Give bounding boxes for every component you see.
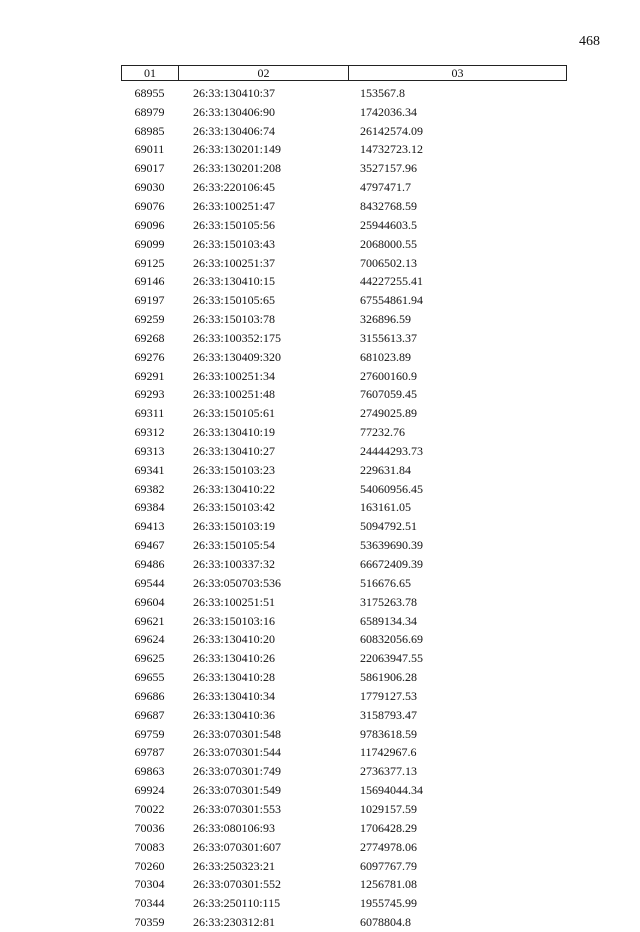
table-cell-3: 77232.76 bbox=[360, 425, 405, 440]
table-cell-1: 70359 bbox=[134, 915, 165, 930]
table-row bbox=[121, 536, 567, 555]
table-cell-1: 69197 bbox=[134, 293, 165, 308]
table-cell-3: 2774978.06 bbox=[360, 839, 417, 854]
table-cell-3: 5094792.51 bbox=[360, 519, 417, 534]
table-cell-2: 26:33:150105:54 bbox=[193, 538, 276, 553]
column-header-02: 02 bbox=[179, 66, 349, 80]
table-cell-2: 26:33:100251:37 bbox=[193, 255, 276, 270]
table-cell-1: 69687 bbox=[134, 707, 165, 722]
table-cell-2: 26:33:130410:26 bbox=[193, 651, 276, 666]
table-row bbox=[121, 235, 567, 254]
table-cell-3: 681023.89 bbox=[360, 349, 411, 364]
table-cell-2: 26:33:070301:548 bbox=[193, 726, 282, 741]
table-cell-2: 26:33:130410:37 bbox=[193, 85, 276, 100]
table-cell-1: 69624 bbox=[134, 632, 165, 647]
table-row bbox=[121, 122, 567, 141]
table-cell-3: 516676.65 bbox=[360, 575, 411, 590]
table-cell-1: 70022 bbox=[134, 801, 165, 816]
table-row bbox=[121, 744, 567, 763]
table-cell-3: 2736377.13 bbox=[360, 764, 417, 779]
table-cell-3: 3175263.78 bbox=[360, 594, 417, 609]
table-row bbox=[121, 254, 567, 273]
table-cell-3: 326896.59 bbox=[360, 312, 411, 327]
table-cell-3: 7006502.13 bbox=[360, 255, 417, 270]
table-cell-1: 69486 bbox=[134, 557, 165, 572]
table-cell-2: 26:33:070301:544 bbox=[193, 745, 282, 760]
table-cell-3: 67554861.94 bbox=[360, 293, 423, 308]
table-cell-2: 26:33:150103:78 bbox=[193, 312, 276, 327]
table-header bbox=[121, 65, 567, 81]
table-row bbox=[121, 84, 567, 103]
table-cell-3: 66672409.39 bbox=[360, 557, 423, 572]
table-cell-1: 69382 bbox=[134, 481, 165, 496]
table-cell-1: 69312 bbox=[134, 425, 165, 440]
table-row bbox=[121, 367, 567, 386]
table-cell-3: 27600160.9 bbox=[360, 368, 417, 383]
table-row bbox=[121, 141, 567, 160]
table-cell-3: 6589134.34 bbox=[360, 613, 417, 628]
table-cell-2: 26:33:250110:115 bbox=[193, 896, 281, 911]
table-cell-2: 26:33:150103:23 bbox=[193, 462, 276, 477]
table-cell-1: 68955 bbox=[134, 85, 165, 100]
table-cell-1: 70344 bbox=[134, 896, 165, 911]
table-cell-3: 9783618.59 bbox=[360, 726, 417, 741]
table-cell-3: 3158793.47 bbox=[360, 707, 417, 722]
table-row bbox=[121, 216, 567, 235]
table-cell-3: 26142574.09 bbox=[360, 123, 423, 138]
table-cell-1: 69863 bbox=[134, 764, 165, 779]
table-cell-3: 25944603.5 bbox=[360, 217, 417, 232]
table-cell-3: 229631.84 bbox=[360, 462, 411, 477]
table-cell-2: 26:33:130406:90 bbox=[193, 104, 276, 119]
table-cell-2: 26:33:100251:34 bbox=[193, 368, 276, 383]
table-cell-2: 26:33:130406:74 bbox=[193, 123, 276, 138]
table-row bbox=[121, 913, 567, 932]
table-row bbox=[121, 178, 567, 197]
table-row bbox=[121, 894, 567, 913]
table-cell-3: 1742036.34 bbox=[360, 104, 417, 119]
table-cell-1: 69011 bbox=[134, 142, 165, 157]
table-cell-3: 1955745.99 bbox=[360, 896, 417, 911]
table-cell-3: 11742967.6 bbox=[360, 745, 417, 760]
page-number: 468 bbox=[579, 34, 600, 49]
table-cell-1: 70083 bbox=[134, 839, 165, 854]
table-cell-2: 26:33:150105:56 bbox=[193, 217, 276, 232]
table-cell-1: 69096 bbox=[134, 217, 165, 232]
table-cell-3: 44227255.41 bbox=[360, 274, 423, 289]
table-row bbox=[121, 555, 567, 574]
table-cell-3: 24444293.73 bbox=[360, 443, 423, 458]
table-cell-2: 26:33:150103:19 bbox=[193, 519, 276, 534]
table-cell-2: 26:33:130201:208 bbox=[193, 161, 282, 176]
table-row bbox=[121, 404, 567, 423]
table-row bbox=[121, 272, 567, 291]
table-cell-3: 15694044.34 bbox=[360, 783, 423, 798]
table-row bbox=[121, 423, 567, 442]
table-cell-1: 69621 bbox=[134, 613, 165, 628]
table-cell-3: 6097767.79 bbox=[360, 858, 417, 873]
table-row bbox=[121, 348, 567, 367]
column-header-01: 01 bbox=[122, 66, 179, 80]
table-cell-2: 26:33:150105:61 bbox=[193, 406, 276, 421]
table-row bbox=[121, 461, 567, 480]
table-cell-2: 26:33:070301:553 bbox=[193, 801, 282, 816]
table-cell-1: 69313 bbox=[134, 443, 165, 458]
table-row bbox=[121, 706, 567, 725]
table-cell-1: 69268 bbox=[134, 330, 165, 345]
table-row bbox=[121, 593, 567, 612]
table-row bbox=[121, 781, 567, 800]
table-cell-3: 4797471.7 bbox=[360, 180, 411, 195]
table-cell-2: 26:33:130410:19 bbox=[193, 425, 276, 440]
table-cell-2: 26:33:050703:536 bbox=[193, 575, 282, 590]
table-row bbox=[121, 197, 567, 216]
table-row bbox=[121, 687, 567, 706]
table-cell-2: 26:33:100352:175 bbox=[193, 330, 282, 345]
table-cell-3: 153567.8 bbox=[360, 85, 405, 100]
table-row bbox=[121, 159, 567, 178]
table-cell-2: 26:33:130410:22 bbox=[193, 481, 276, 496]
table-cell-1: 69125 bbox=[134, 255, 165, 270]
table-body bbox=[121, 84, 567, 932]
table-cell-3: 60832056.69 bbox=[360, 632, 423, 647]
table-row bbox=[121, 442, 567, 461]
table-cell-1: 69293 bbox=[134, 387, 165, 402]
table-cell-1: 69686 bbox=[134, 688, 165, 703]
table-row bbox=[121, 329, 567, 348]
table-cell-3: 1706428.29 bbox=[360, 820, 417, 835]
table-cell-2: 26:33:130201:149 bbox=[193, 142, 282, 157]
table-cell-1: 69924 bbox=[134, 783, 165, 798]
table-cell-3: 6078804.8 bbox=[360, 915, 411, 930]
table-cell-2: 26:33:100251:48 bbox=[193, 387, 276, 402]
table-row bbox=[121, 612, 567, 631]
table-cell-2: 26:33:150103:16 bbox=[193, 613, 276, 628]
table-cell-1: 69341 bbox=[134, 462, 165, 477]
table-cell-3: 1779127.53 bbox=[360, 688, 417, 703]
table-cell-1: 69413 bbox=[134, 519, 165, 534]
table-row bbox=[121, 819, 567, 838]
table-row bbox=[121, 386, 567, 405]
table-row bbox=[121, 310, 567, 329]
table-cell-2: 26:33:070301:552 bbox=[193, 877, 282, 892]
table-cell-1: 68979 bbox=[134, 104, 165, 119]
table-cell-1: 69291 bbox=[134, 368, 165, 383]
table-cell-2: 26:33:130410:27 bbox=[193, 443, 276, 458]
table-row bbox=[121, 480, 567, 499]
table-cell-2: 26:33:230312:81 bbox=[193, 915, 276, 930]
table-row bbox=[121, 574, 567, 593]
table-cell-3: 5861906.28 bbox=[360, 670, 417, 685]
table-cell-1: 69259 bbox=[134, 312, 165, 327]
table-cell-1: 69030 bbox=[134, 180, 165, 195]
table-cell-3: 7607059.45 bbox=[360, 387, 417, 402]
column-header-03: 03 bbox=[451, 66, 464, 80]
table-cell-1: 69017 bbox=[134, 161, 165, 176]
table-cell-2: 26:33:150103:42 bbox=[193, 500, 276, 515]
table-cell-2: 26:33:220106:45 bbox=[193, 180, 276, 195]
table-cell-2: 26:33:130410:36 bbox=[193, 707, 276, 722]
table-cell-2: 26:33:070301:549 bbox=[193, 783, 282, 798]
table-cell-1: 69625 bbox=[134, 651, 165, 666]
table-cell-3: 2749025.89 bbox=[360, 406, 417, 421]
table-cell-2: 26:33:130410:34 bbox=[193, 688, 276, 703]
table-row bbox=[121, 630, 567, 649]
table-cell-2: 26:33:130410:20 bbox=[193, 632, 276, 647]
table-cell-1: 69384 bbox=[134, 500, 165, 515]
table-cell-1: 69076 bbox=[134, 198, 165, 213]
table-cell-2: 26:33:250323:21 bbox=[193, 858, 276, 873]
table-cell-1: 70036 bbox=[134, 820, 165, 835]
table-row bbox=[121, 725, 567, 744]
table-cell-2: 26:33:130410:28 bbox=[193, 670, 276, 685]
table-cell-2: 26:33:150105:65 bbox=[193, 293, 276, 308]
table-cell-3: 1029157.59 bbox=[360, 801, 417, 816]
table-cell-1: 69099 bbox=[134, 236, 165, 251]
table-cell-2: 26:33:100251:47 bbox=[193, 198, 276, 213]
table-cell-2: 26:33:070301:749 bbox=[193, 764, 282, 779]
table-cell-2: 26:33:150103:43 bbox=[193, 236, 276, 251]
table-cell-2: 26:33:070301:607 bbox=[193, 839, 282, 854]
table-cell-1: 69544 bbox=[134, 575, 165, 590]
table-row bbox=[121, 838, 567, 857]
table-cell-1: 68985 bbox=[134, 123, 165, 138]
table-cell-2: 26:33:100251:51 bbox=[193, 594, 276, 609]
table-cell-2: 26:33:130410:15 bbox=[193, 274, 276, 289]
table-row bbox=[121, 291, 567, 310]
table-row bbox=[121, 857, 567, 876]
table-cell-1: 69759 bbox=[134, 726, 165, 741]
table-cell-3: 22063947.55 bbox=[360, 651, 423, 666]
table-row bbox=[121, 517, 567, 536]
table-row bbox=[121, 668, 567, 687]
table-cell-2: 26:33:100337:32 bbox=[193, 557, 276, 572]
table-cell-3: 3527157.96 bbox=[360, 161, 417, 176]
table-cell-1: 69787 bbox=[134, 745, 165, 760]
table-row bbox=[121, 800, 567, 819]
table-cell-3: 54060956.45 bbox=[360, 481, 423, 496]
table-cell-3: 8432768.59 bbox=[360, 198, 417, 213]
table-cell-1: 70260 bbox=[134, 858, 165, 873]
table-cell-3: 3155613.37 bbox=[360, 330, 417, 345]
table-cell-3: 2068000.55 bbox=[360, 236, 417, 251]
table-cell-3: 1256781.08 bbox=[360, 877, 417, 892]
table-cell-1: 69604 bbox=[134, 594, 165, 609]
table-cell-1: 69467 bbox=[134, 538, 165, 553]
table-row bbox=[121, 499, 567, 518]
table-cell-1: 70304 bbox=[134, 877, 165, 892]
table-row bbox=[121, 875, 567, 894]
table-row bbox=[121, 103, 567, 122]
table-cell-1: 69311 bbox=[134, 406, 165, 421]
table-cell-1: 69276 bbox=[134, 349, 165, 364]
table-cell-1: 69655 bbox=[134, 670, 165, 685]
table-cell-3: 53639690.39 bbox=[360, 538, 423, 553]
table-row bbox=[121, 649, 567, 668]
table-cell-1: 69146 bbox=[134, 274, 165, 289]
table-cell-3: 14732723.12 bbox=[360, 142, 423, 157]
table-cell-2: 26:33:130409:320 bbox=[193, 349, 282, 364]
table-cell-2: 26:33:080106:93 bbox=[193, 820, 276, 835]
table-row bbox=[121, 762, 567, 781]
table-cell-3: 163161.05 bbox=[360, 500, 411, 515]
